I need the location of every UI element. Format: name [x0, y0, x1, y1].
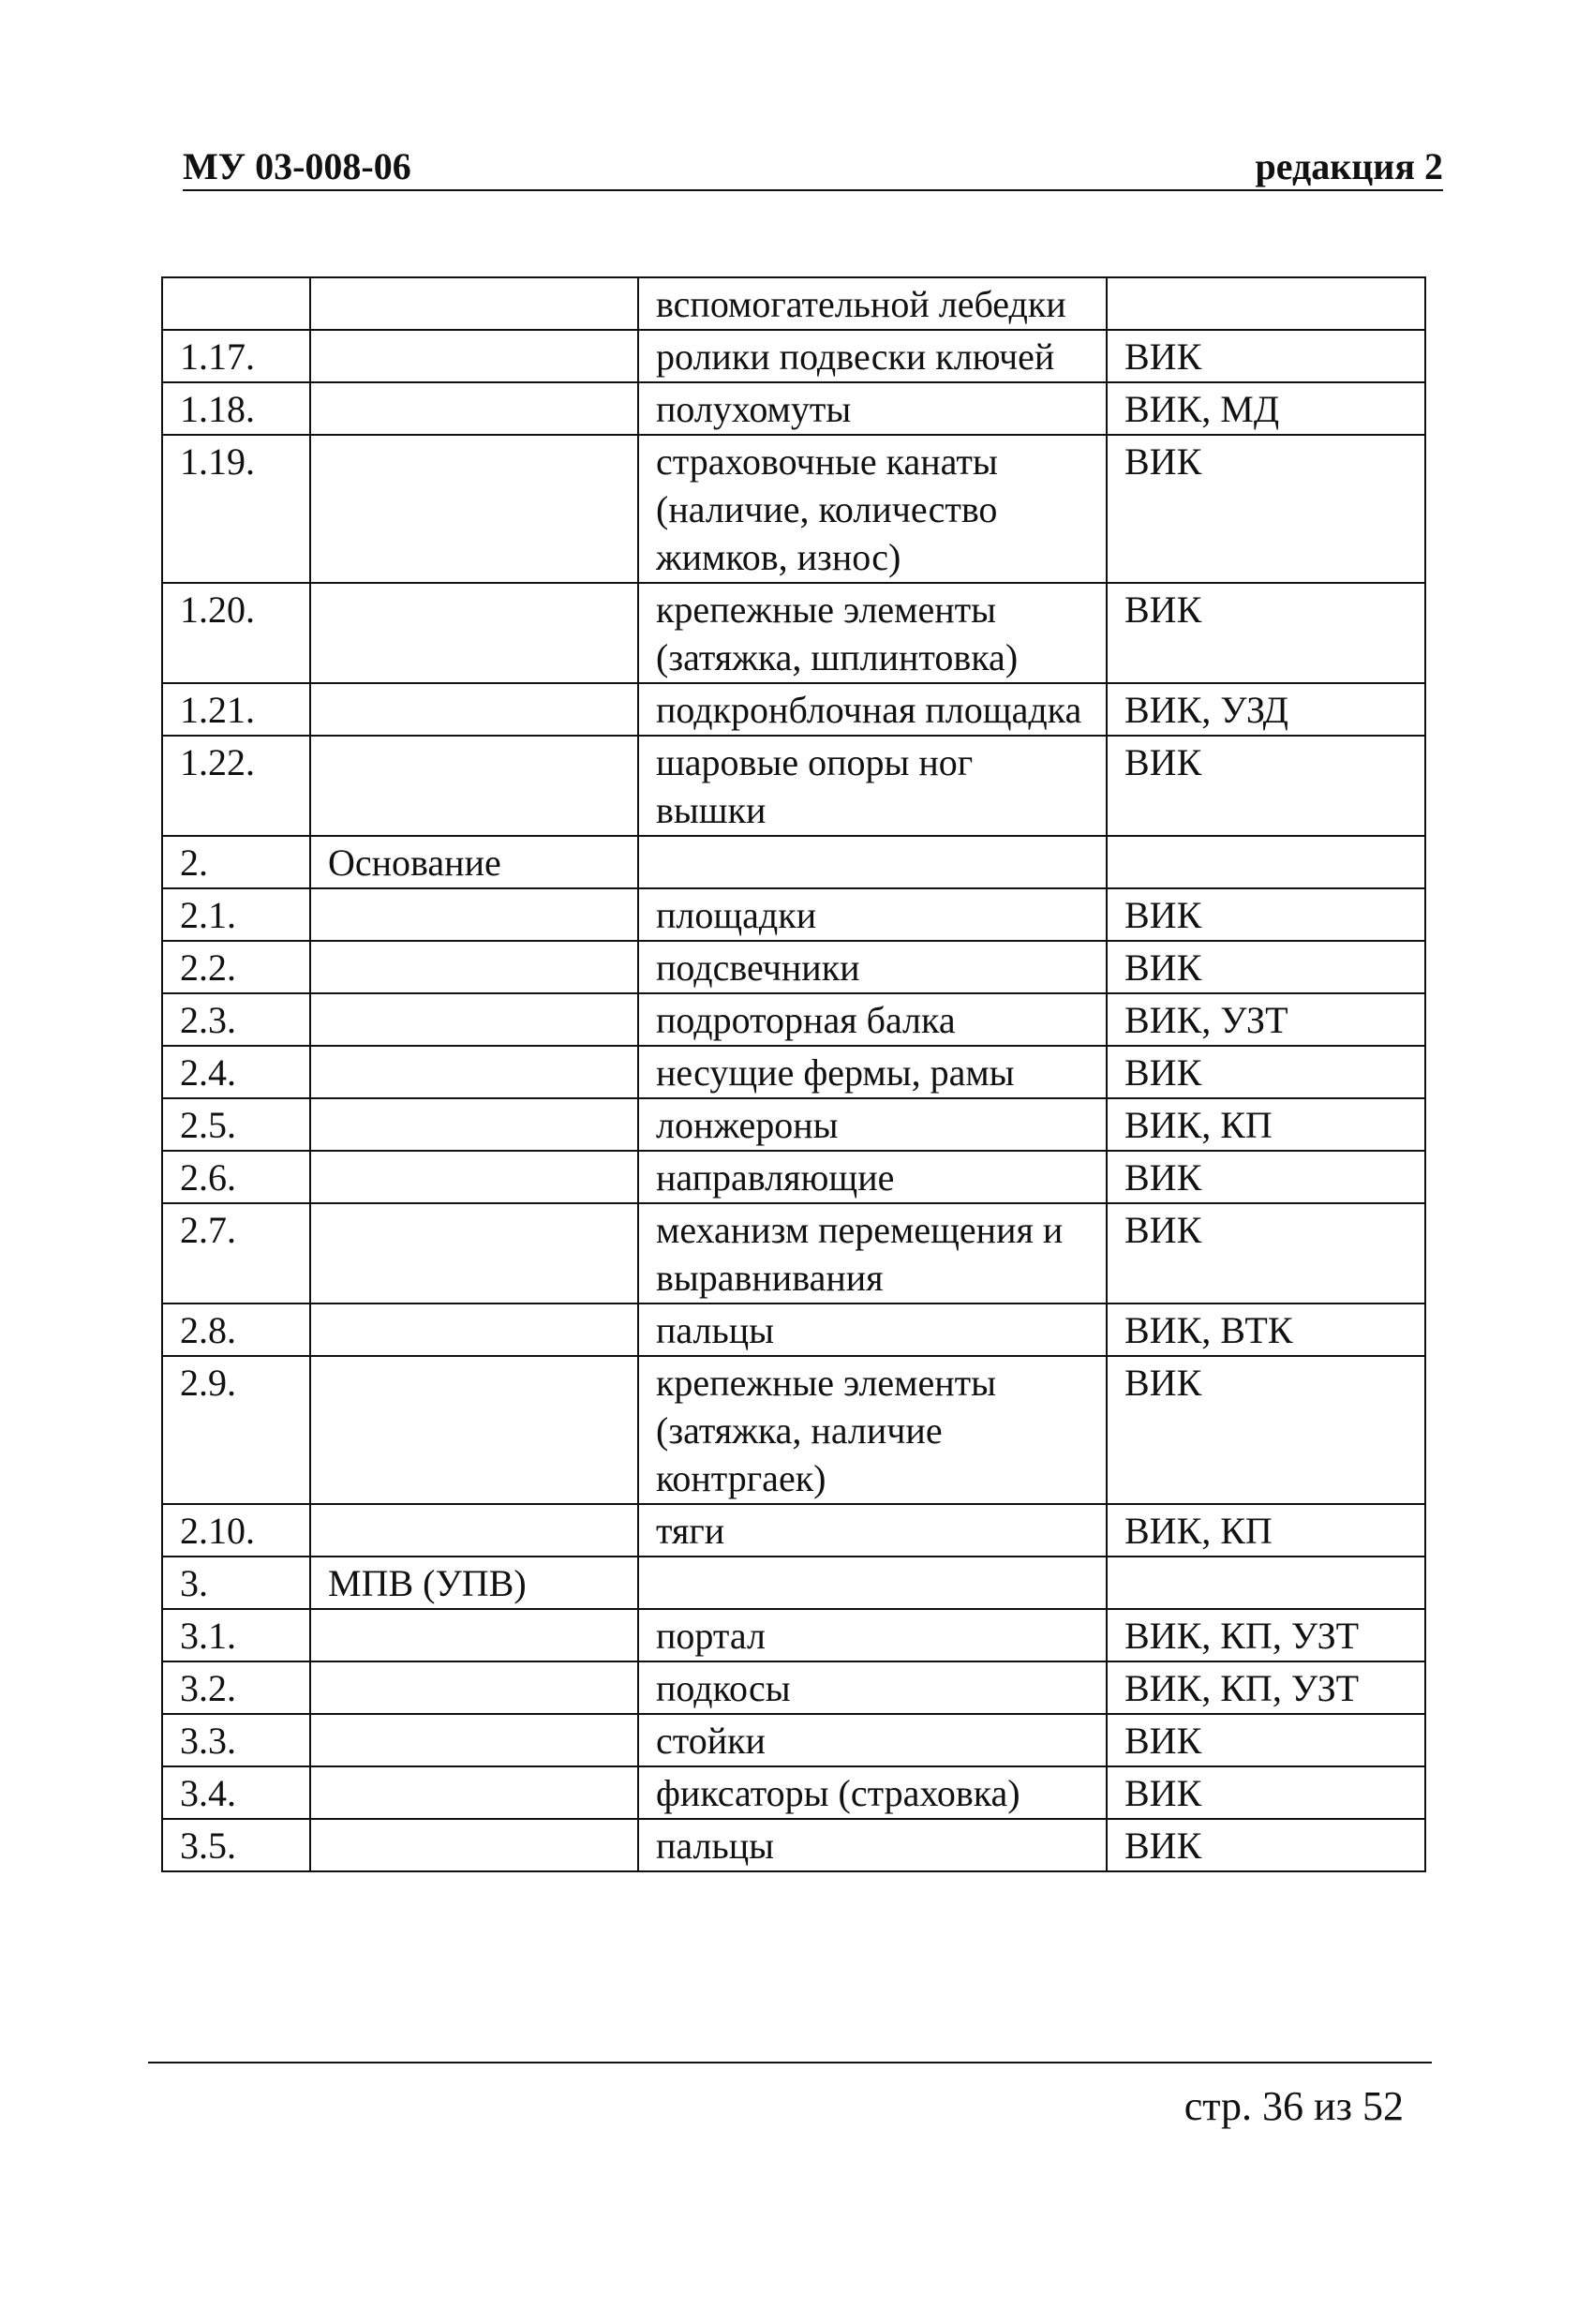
cell-method: ВИК, УЗД [1107, 683, 1425, 736]
edition-label: редакция 2 [1255, 145, 1443, 187]
table-row [162, 1203, 1425, 1304]
cell-number: 1.18. [162, 382, 310, 435]
cell-group [310, 1356, 638, 1504]
table-row [162, 993, 1425, 1046]
cell-element: страховочные канаты (наличие, количество жимков, износ) [638, 435, 1107, 583]
cell-group [310, 683, 638, 736]
table-row [162, 683, 1425, 736]
cell-method: ВИК [1107, 1766, 1425, 1819]
cell-method: ВИК [1107, 1714, 1425, 1766]
cell-number: 2.10. [162, 1504, 310, 1557]
cell-group [310, 1203, 638, 1304]
cell-method: ВИК [1107, 583, 1425, 683]
cell-number: 3.1. [162, 1609, 310, 1661]
cell-number: 2.6. [162, 1151, 310, 1203]
cell-number: 2.3. [162, 993, 310, 1046]
cell-element: несущие фермы, рамы [638, 1046, 1107, 1098]
cell-group [310, 583, 638, 683]
cell-method [1107, 1557, 1425, 1609]
cell-method [1107, 836, 1425, 888]
table-row [162, 1609, 1425, 1661]
cell-group [310, 1609, 638, 1661]
cell-element: направляющие [638, 1151, 1107, 1203]
cell-element: подкронблочная площадка [638, 683, 1107, 736]
cell-group [310, 993, 638, 1046]
cell-method: ВИК, КП [1107, 1098, 1425, 1151]
table-row [162, 1304, 1425, 1356]
cell-group [310, 382, 638, 435]
cell-element: пальцы [638, 1304, 1107, 1356]
cell-method: ВИК [1107, 1151, 1425, 1203]
table-row [162, 382, 1425, 435]
cell-element: механизм перемещения и выравнивания [638, 1203, 1107, 1304]
cell-group [310, 736, 638, 836]
cell-element: вспомогательной лебедки [638, 277, 1107, 330]
table-row [162, 583, 1425, 683]
cell-number: 3.3. [162, 1714, 310, 1766]
table-row [162, 435, 1425, 583]
cell-method: ВИК [1107, 1819, 1425, 1871]
table-row [162, 277, 1425, 330]
cell-number: 1.22. [162, 736, 310, 836]
cell-number: 1.17. [162, 330, 310, 382]
table-row [162, 736, 1425, 836]
cell-number: 2.5. [162, 1098, 310, 1151]
table-row [162, 888, 1425, 941]
cell-number: 2.9. [162, 1356, 310, 1504]
cell-element: тяги [638, 1504, 1107, 1557]
cell-method: ВИК [1107, 1046, 1425, 1098]
cell-element: шаровые опоры ног вышки [638, 736, 1107, 836]
cell-method: ВИК [1107, 888, 1425, 941]
cell-group [310, 1046, 638, 1098]
table-row [162, 1356, 1425, 1504]
cell-element: подсвечники [638, 941, 1107, 993]
cell-element: фиксаторы (страховка) [638, 1766, 1107, 1819]
table-row [162, 1766, 1425, 1819]
table-row [162, 1714, 1425, 1766]
cell-element: полухомуты [638, 382, 1107, 435]
cell-element [638, 836, 1107, 888]
cell-group: МПВ (УПВ) [310, 1557, 638, 1609]
cell-group: Основание [310, 836, 638, 888]
cell-number: 3. [162, 1557, 310, 1609]
cell-group [310, 1661, 638, 1714]
inspection-table-container [161, 276, 1424, 1872]
cell-number: 2. [162, 836, 310, 888]
inspection-table [161, 276, 1426, 1872]
table-row [162, 1504, 1425, 1557]
cell-number: 2.7. [162, 1203, 310, 1304]
cell-element: портал [638, 1609, 1107, 1661]
cell-group [310, 1819, 638, 1871]
cell-number: 1.19. [162, 435, 310, 583]
cell-group [310, 1714, 638, 1766]
cell-method: ВИК [1107, 736, 1425, 836]
cell-element: крепежные элементы (затяжка, шплинтовка) [638, 583, 1107, 683]
page-number: стр. 36 из 52 [1184, 2083, 1404, 2129]
cell-number: 3.2. [162, 1661, 310, 1714]
table-row [162, 1819, 1425, 1871]
table-row [162, 1151, 1425, 1203]
cell-group [310, 888, 638, 941]
page-footer [148, 2062, 1432, 2129]
cell-method: ВИК [1107, 941, 1425, 993]
cell-group [310, 1504, 638, 1557]
cell-number: 1.20. [162, 583, 310, 683]
table-row [162, 941, 1425, 993]
cell-number: 2.4. [162, 1046, 310, 1098]
page-header [183, 141, 1443, 191]
cell-number [162, 277, 310, 330]
cell-number: 3.5. [162, 1819, 310, 1871]
cell-element: ролики подвески ключей [638, 330, 1107, 382]
cell-method: ВИК [1107, 330, 1425, 382]
cell-method: ВИК, КП, УЗТ [1107, 1609, 1425, 1661]
cell-group [310, 435, 638, 583]
cell-group [310, 1151, 638, 1203]
table-row [162, 1661, 1425, 1714]
cell-number: 3.4. [162, 1766, 310, 1819]
cell-element: пальцы [638, 1819, 1107, 1871]
cell-number: 2.1. [162, 888, 310, 941]
table-row [162, 330, 1425, 382]
cell-method: ВИК, КП [1107, 1504, 1425, 1557]
cell-method: ВИК, МД [1107, 382, 1425, 435]
cell-element: площадки [638, 888, 1107, 941]
cell-group [310, 1098, 638, 1151]
cell-number: 2.8. [162, 1304, 310, 1356]
cell-group [310, 1766, 638, 1819]
cell-method: ВИК, УЗТ [1107, 993, 1425, 1046]
cell-element: лонжероны [638, 1098, 1107, 1151]
table-row [162, 1098, 1425, 1151]
table-row [162, 836, 1425, 888]
table-row [162, 1557, 1425, 1609]
cell-element: стойки [638, 1714, 1107, 1766]
cell-element: подкосы [638, 1661, 1107, 1714]
cell-method: ВИК, КП, УЗТ [1107, 1661, 1425, 1714]
cell-method: ВИК [1107, 1356, 1425, 1504]
cell-method: ВИК [1107, 435, 1425, 583]
cell-group [310, 1304, 638, 1356]
inspection-table-body [162, 277, 1425, 1871]
cell-method [1107, 277, 1425, 330]
table-row [162, 1046, 1425, 1098]
cell-group [310, 330, 638, 382]
cell-element: крепежные элементы (затяжка, наличие контргаек) [638, 1356, 1107, 1504]
cell-group [310, 277, 638, 330]
cell-element: подроторная балка [638, 993, 1107, 1046]
cell-method: ВИК [1107, 1203, 1425, 1304]
document-code: МУ 03-008-06 [183, 145, 411, 187]
cell-element [638, 1557, 1107, 1609]
cell-method: ВИК, ВТК [1107, 1304, 1425, 1356]
cell-number: 1.21. [162, 683, 310, 736]
cell-group [310, 941, 638, 993]
cell-number: 2.2. [162, 941, 310, 993]
